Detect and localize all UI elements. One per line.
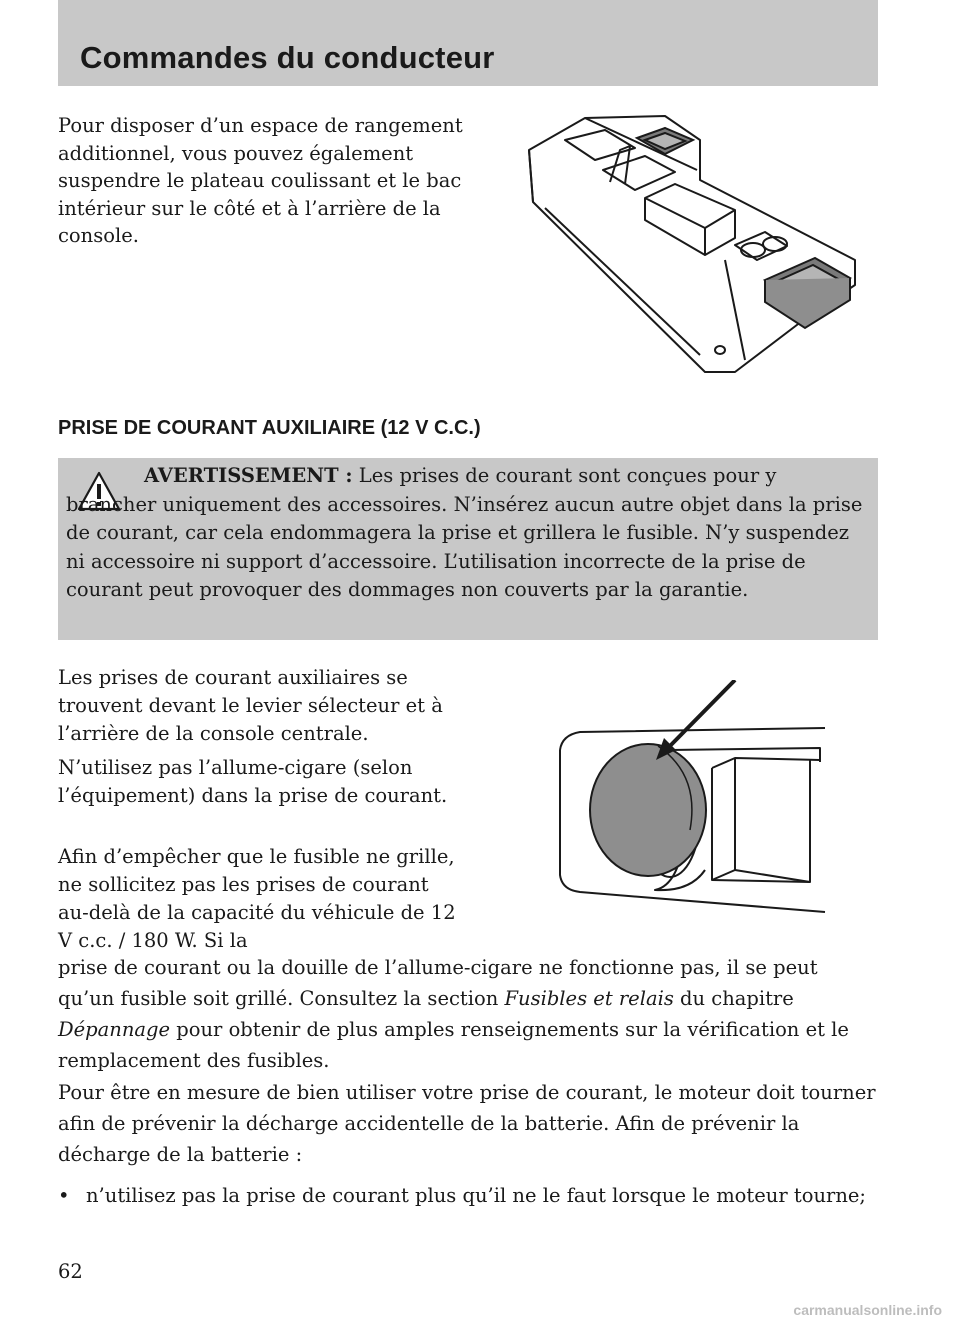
page-number: 62	[58, 1260, 83, 1283]
warning-text	[66, 462, 866, 605]
fuse-text-b: pour obtenir de plus amples renseignements sur la vérification et le remplacement des fusibles.	[58, 1018, 849, 1072]
warning-body: Les prises de courant sont conçues pour y brancher uniquement des accessoires. N’insérez aucun autre objet dans la prise de courant, car cela endommagera la prise et grillera le fusible. N’y suspendez ni accessoire ni support d’accessoire. L’utilisation incorrecte de la prise de courant peut provoquer des dommages non couverts par la garantie.	[66, 464, 863, 601]
section-title: PRISE DE COURANT AUXILIAIRE (12 V C.C.)	[58, 417, 481, 439]
center-console-illustration	[525, 110, 865, 380]
fuse-text-mid: du chapitre	[680, 987, 794, 1010]
intro-paragraph: Pour disposer d’un espace de rangement additionnel, vous pouvez également suspendre le plateau coulissant et le bac intérieur sur le côté et à l’arrière de la console.	[58, 114, 463, 247]
page-title: Commandes du conducteur	[80, 40, 495, 75]
paragraph-fuse-start: Afin d’empêcher que le fusible ne grille, ne sollicitez pas les prises de courant au-delà de la capacité du véhicule de 12 V c.c. / 180 W. Si la	[58, 845, 456, 952]
ref-fusibles-et-relais: Fusibles et relais	[504, 987, 674, 1010]
paragraph-outlet-location: Les prises de courant auxiliaires se trouvent devant le levier sélecteur et à l’arrière de la console centrale.	[58, 666, 443, 745]
bullet-icon: •	[58, 1184, 70, 1207]
list-item-text: n’utilisez pas la prise de courant plus qu’il ne le faut lorsque le moteur tourne;	[86, 1184, 866, 1207]
list-item	[58, 1181, 878, 1210]
paragraph-engine: Pour être en mesure de bien utiliser votre prise de courant, le moteur doit tourner afin de prévenir la décharge accidentelle de la batterie. Afin de prévenir la décharge de la batterie :	[58, 1081, 876, 1166]
paragraph-fuse-continued	[58, 952, 878, 1076]
power-outlet-illustration	[540, 680, 835, 920]
watermark: carmanualsonline.info	[793, 1302, 942, 1318]
fuse-text-a: prise de courant ou la douille de l’allume-cigare ne fonctionne pas, il se peut qu’un fusible soit grillé. Consultez la section	[58, 956, 818, 1010]
paragraph-cigar-lighter: N’utilisez pas l’allume-cigare (selon l’équipement) dans la prise de courant.	[58, 756, 448, 807]
warning-label: AVERTISSEMENT :	[144, 464, 353, 487]
ref-depannage: Dépannage	[58, 1018, 171, 1041]
